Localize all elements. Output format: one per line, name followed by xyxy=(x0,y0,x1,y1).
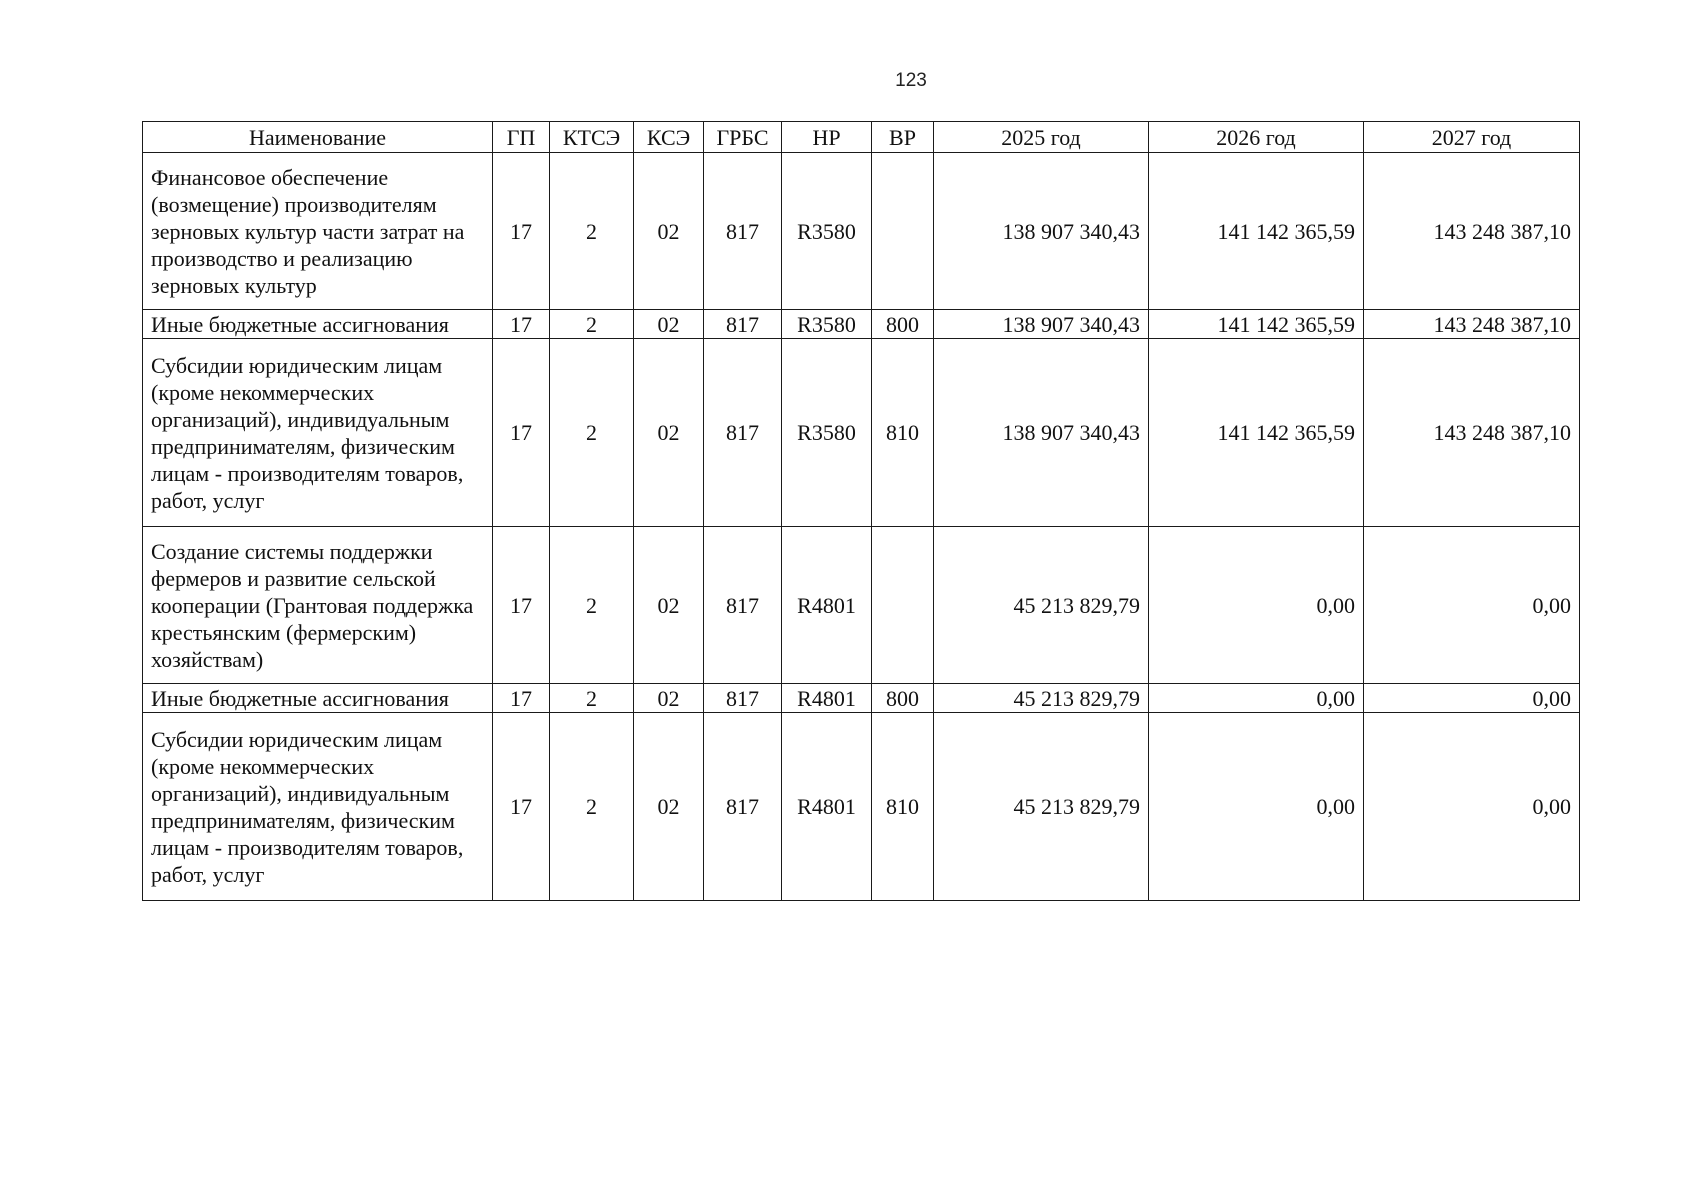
header-gp: ГП xyxy=(493,122,550,153)
cell-2027: 0,00 xyxy=(1364,684,1580,713)
cell-gp: 17 xyxy=(493,153,550,310)
table-header-row xyxy=(143,122,1580,153)
header-ktse: КТСЭ xyxy=(550,122,634,153)
table-row xyxy=(143,339,1580,527)
cell-2027: 0,00 xyxy=(1364,713,1580,901)
header-2025: 2025 год xyxy=(934,122,1149,153)
cell-vr xyxy=(872,527,934,684)
cell-gp: 17 xyxy=(493,339,550,527)
cell-nr: R3580 xyxy=(782,339,872,527)
cell-ktse: 2 xyxy=(550,310,634,339)
cell-kse: 02 xyxy=(634,713,704,901)
cell-2025: 138 907 340,43 xyxy=(934,310,1149,339)
cell-name: Создание системы поддержки фермеров и развитие сельской кооперации (Грантовая поддержка крестьянским (фермерским) хозяйствам) xyxy=(143,527,493,684)
cell-kse: 02 xyxy=(634,527,704,684)
cell-grbs: 817 xyxy=(704,713,782,901)
cell-2025: 45 213 829,79 xyxy=(934,684,1149,713)
table-row xyxy=(143,713,1580,901)
header-vr: ВР xyxy=(872,122,934,153)
header-grbs: ГРБС xyxy=(704,122,782,153)
cell-vr: 810 xyxy=(872,713,934,901)
cell-kse: 02 xyxy=(634,339,704,527)
table-row xyxy=(143,310,1580,339)
cell-kse: 02 xyxy=(634,310,704,339)
cell-vr: 800 xyxy=(872,310,934,339)
budget-table xyxy=(142,121,1580,901)
cell-grbs: 817 xyxy=(704,310,782,339)
cell-2025: 138 907 340,43 xyxy=(934,153,1149,310)
cell-vr: 810 xyxy=(872,339,934,527)
cell-2025: 45 213 829,79 xyxy=(934,527,1149,684)
header-2027: 2027 год xyxy=(1364,122,1580,153)
cell-vr xyxy=(872,153,934,310)
header-nr: НР xyxy=(782,122,872,153)
table-row xyxy=(143,684,1580,713)
cell-nr: R4801 xyxy=(782,527,872,684)
cell-name: Субсидии юридическим лицам (кроме некоммерческих организаций), индивидуальным предпринимателям, физическим лицам - производителям товаров, работ, услуг xyxy=(143,339,493,527)
page-number: 123 xyxy=(895,70,927,91)
cell-nr: R3580 xyxy=(782,153,872,310)
cell-2027: 143 248 387,10 xyxy=(1364,339,1580,527)
cell-grbs: 817 xyxy=(704,527,782,684)
cell-grbs: 817 xyxy=(704,684,782,713)
cell-2026: 0,00 xyxy=(1149,527,1364,684)
cell-name: Финансовое обеспечение (возмещение) производителям зерновых культур части затрат на производство и реализацию зерновых культур xyxy=(143,153,493,310)
cell-2026: 0,00 xyxy=(1149,684,1364,713)
cell-gp: 17 xyxy=(493,713,550,901)
cell-name: Иные бюджетные ассигнования xyxy=(143,310,493,339)
cell-kse: 02 xyxy=(634,153,704,310)
cell-gp: 17 xyxy=(493,527,550,684)
cell-2026: 141 142 365,59 xyxy=(1149,310,1364,339)
header-name: Наименование xyxy=(143,122,493,153)
cell-name: Субсидии юридическим лицам (кроме некоммерческих организаций), индивидуальным предпринимателям, физическим лицам - производителям товаров, работ, услуг xyxy=(143,713,493,901)
cell-grbs: 817 xyxy=(704,153,782,310)
cell-ktse: 2 xyxy=(550,339,634,527)
cell-2026: 141 142 365,59 xyxy=(1149,153,1364,310)
cell-2026: 0,00 xyxy=(1149,713,1364,901)
header-2026: 2026 год xyxy=(1149,122,1364,153)
cell-nr: R4801 xyxy=(782,684,872,713)
cell-gp: 17 xyxy=(493,310,550,339)
cell-ktse: 2 xyxy=(550,713,634,901)
cell-2025: 138 907 340,43 xyxy=(934,339,1149,527)
table-row xyxy=(143,527,1580,684)
cell-vr: 800 xyxy=(872,684,934,713)
cell-nr: R4801 xyxy=(782,713,872,901)
cell-ktse: 2 xyxy=(550,527,634,684)
cell-nr: R3580 xyxy=(782,310,872,339)
cell-ktse: 2 xyxy=(550,684,634,713)
cell-ktse: 2 xyxy=(550,153,634,310)
cell-2027: 0,00 xyxy=(1364,527,1580,684)
cell-2025: 45 213 829,79 xyxy=(934,713,1149,901)
cell-2027: 143 248 387,10 xyxy=(1364,153,1580,310)
header-kse: КСЭ xyxy=(634,122,704,153)
cell-name: Иные бюджетные ассигнования xyxy=(143,684,493,713)
cell-2026: 141 142 365,59 xyxy=(1149,339,1364,527)
cell-2027: 143 248 387,10 xyxy=(1364,310,1580,339)
table-row xyxy=(143,153,1580,310)
cell-kse: 02 xyxy=(634,684,704,713)
cell-grbs: 817 xyxy=(704,339,782,527)
cell-gp: 17 xyxy=(493,684,550,713)
